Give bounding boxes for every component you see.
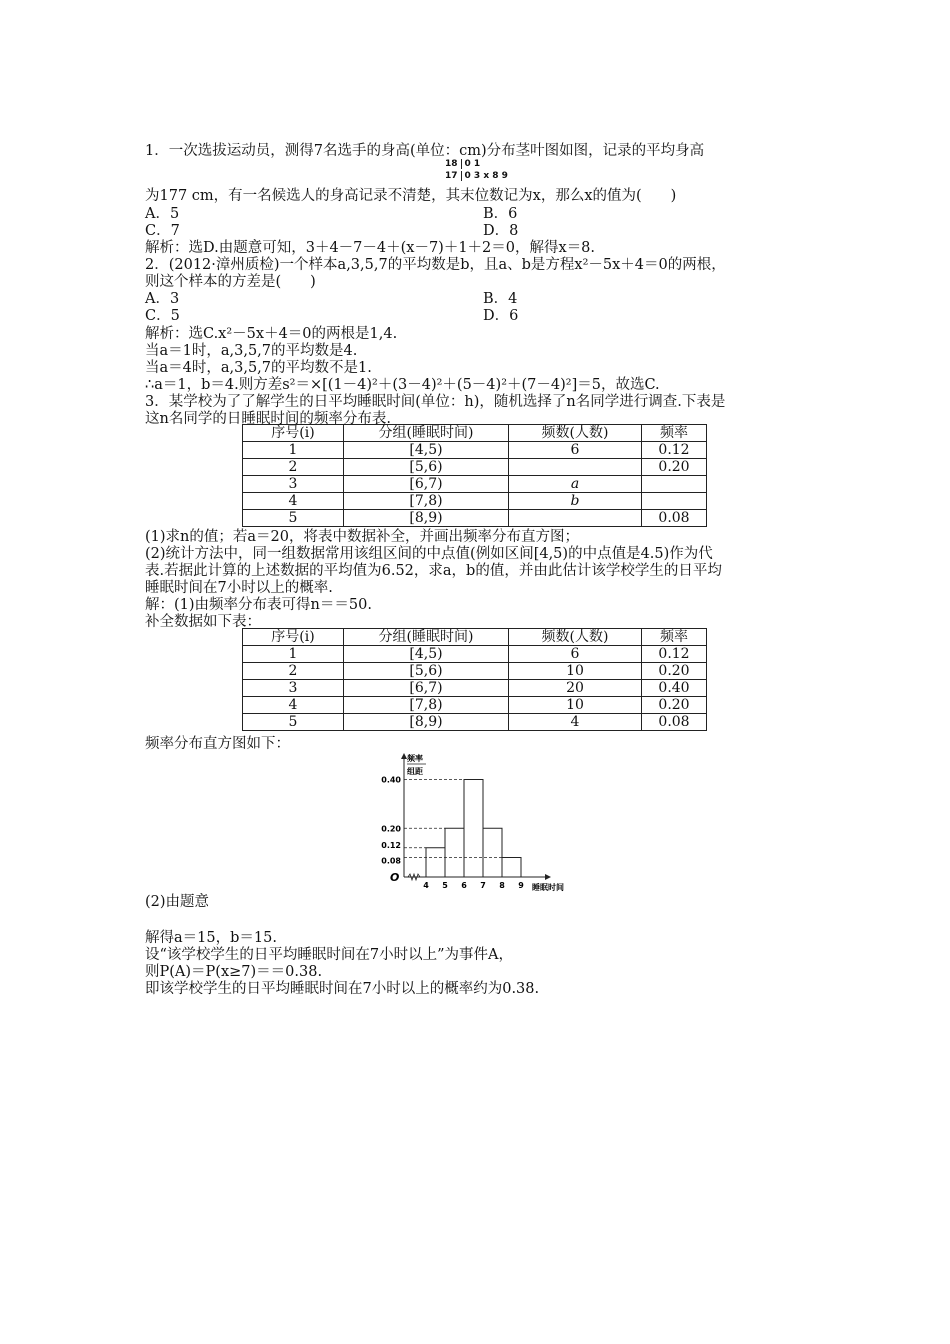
cell: 20 <box>509 680 642 697</box>
cell: 0.40 <box>642 680 707 697</box>
q3-answer-7: 则P(A)＝P(x≥7)＝＝0.38. <box>145 964 323 980</box>
table-row <box>243 476 707 493</box>
y-tick-label: 0.12 <box>381 840 401 850</box>
q2-option-c: C．5 <box>145 308 180 324</box>
cell: 1 <box>243 442 344 459</box>
table-row <box>243 510 707 527</box>
stem-17: 17 <box>445 171 458 181</box>
q3-line2: 这n名同学的日睡眠时间的频率分布表. <box>145 411 391 427</box>
q3-answer-3: 频率分布直方图如下： <box>145 736 290 752</box>
table-row <box>243 459 707 476</box>
q1-line2: 为177 cm，有一名候选人的身高记录不清楚，其末位数记为x，那么x的值为( ) <box>145 188 677 204</box>
cell: [6,7) <box>344 476 509 493</box>
cell: 3 <box>243 680 344 697</box>
cell: 0.12 <box>642 646 707 663</box>
table-row <box>243 493 707 510</box>
table-row <box>243 714 707 731</box>
cell: 0.20 <box>642 663 707 680</box>
q3-answer-6: 设“该学校学生的日平均睡眠时间在7小时以上”为事件A， <box>145 947 514 963</box>
cell: b <box>509 493 642 510</box>
cell: 4 <box>243 493 344 510</box>
q2-option-b: B．4 <box>483 291 518 307</box>
q3-part2-line2: 表.若据此计算的上述数据的平均值为6.52，求a，b的值，并由此估计该学校学生的日平均 <box>145 563 722 579</box>
q3-line1: 3．某学校为了了解学生的日平均睡眠时间(单位：h)，随机选择了n名同学进行调查.下表是 <box>145 394 726 410</box>
q3-answer-8: 即该学校学生的日平均睡眠时间在7小时以上的概率约为0.38. <box>145 981 540 997</box>
q2-solution-1: 解析：选C.x²－5x＋4＝0的两根是1,4. <box>145 326 398 342</box>
cell: a <box>509 476 642 493</box>
stem-leaf-row2 <box>445 171 508 182</box>
q2-option-a: A．3 <box>145 291 180 307</box>
histogram-bar-5 <box>502 858 521 878</box>
x-tick-label: 8 <box>499 881 505 890</box>
q3-part2-line1: (2)统计方法中，同一组数据常用该组区间的中点值(例如区间[4,5)的中点值是4.5)作为代 <box>145 546 713 562</box>
cell: 0.20 <box>642 459 707 476</box>
histogram-bar-2 <box>445 828 464 877</box>
cell: 4 <box>243 697 344 714</box>
frequency-table-2 <box>242 628 707 731</box>
table-row <box>243 663 707 680</box>
header-group: 分组(睡眠时间) <box>344 629 509 646</box>
cell: 4 <box>509 714 642 731</box>
cell: 6 <box>509 442 642 459</box>
q1-option-d: D．8 <box>483 223 519 239</box>
histogram-bar-3 <box>464 780 483 878</box>
cell: 2 <box>243 663 344 680</box>
y-label-bottom: 组距 <box>407 767 423 776</box>
cell: [5,6) <box>344 459 509 476</box>
cell: 10 <box>509 697 642 714</box>
leaf-18: 0 1 <box>464 159 481 169</box>
cell: 5 <box>243 714 344 731</box>
q3-part2-line3: 睡眠时间在7小时以上的概率. <box>145 580 333 596</box>
x-tick-label: 6 <box>461 881 467 890</box>
origin-label: O <box>390 871 400 884</box>
q1-option-c: C．7 <box>145 223 180 239</box>
frequency-table-1 <box>242 424 707 527</box>
y-label-top: 频率 <box>407 754 423 763</box>
table-row <box>243 442 707 459</box>
cell: 3 <box>243 476 344 493</box>
q2-solution-2: 当a＝1时，a,3,5,7的平均数是4. <box>145 343 358 359</box>
table-row <box>243 646 707 663</box>
q3-part1: (1)求n的值；若a＝20，将表中数据补全，并画出频率分布直方图； <box>145 529 579 545</box>
q2-line2: 则这个样本的方差是( ) <box>145 274 316 290</box>
header-frequency: 频率 <box>642 425 707 442</box>
y-tick-label: 0.20 <box>381 824 401 834</box>
x-tick-label: 9 <box>518 881 524 890</box>
cell <box>642 493 707 510</box>
q2-line1: 2．(2012·漳州质检)一个样本a,3,5,7的平均数是b，且a、b是方程x²－5x＋4＝0的两根， <box>145 257 726 273</box>
cell: 6 <box>509 646 642 663</box>
header-group: 分组(睡眠时间) <box>344 425 509 442</box>
q1-solution: 解析：选D.由题意可知，3＋4－7－4＋(x－7)＋1＋2＝0，解得x＝8. <box>145 240 596 256</box>
cell: [7,8) <box>344 697 509 714</box>
q2-option-d: D．6 <box>483 308 519 324</box>
q2-solution-3: 当a＝4时，a,3,5,7的平均数不是1. <box>145 360 372 376</box>
cell: 0.08 <box>642 510 707 527</box>
cell: 10 <box>509 663 642 680</box>
q2-solution-4: ∴a＝1，b＝4.则方差s²＝×[(1－4)²＋(3－4)²＋(5－4)²＋(7－4)²]＝5，故选C. <box>145 377 660 393</box>
q1-option-a: A．5 <box>145 206 180 222</box>
q3-answer-5: 解得a＝15，b＝15. <box>145 930 277 946</box>
table-row <box>243 697 707 714</box>
x-tick-label: 4 <box>423 881 429 890</box>
cell: 1 <box>243 646 344 663</box>
cell: [8,9) <box>344 714 509 731</box>
y-tick-label: 0.08 <box>381 856 401 866</box>
table-header-row <box>243 425 707 442</box>
table-header-row <box>243 629 707 646</box>
q3-answer-4: (2)由题意 <box>145 894 210 910</box>
cell <box>509 510 642 527</box>
cell <box>509 459 642 476</box>
cell: 2 <box>243 459 344 476</box>
cell: [8,9) <box>344 510 509 527</box>
header-index: 序号(i) <box>243 629 344 646</box>
frequency-histogram <box>370 750 590 895</box>
histogram-bar-4 <box>483 828 502 877</box>
header-index: 序号(i) <box>243 425 344 442</box>
q1-option-b: B．6 <box>483 206 518 222</box>
header-count: 频数(人数) <box>509 629 642 646</box>
cell: [4,5) <box>344 646 509 663</box>
cell: 0.08 <box>642 714 707 731</box>
cell: 0.20 <box>642 697 707 714</box>
header-count: 频数(人数) <box>509 425 642 442</box>
q3-answer-2: 补全数据如下表： <box>145 614 261 630</box>
y-tick-label: 0.40 <box>381 775 401 785</box>
header-frequency: 频率 <box>642 629 707 646</box>
cell: [6,7) <box>344 680 509 697</box>
leaf-17: 0 3 x 8 9 <box>464 171 508 181</box>
cell: 5 <box>243 510 344 527</box>
stem-leaf-row1 <box>445 159 480 170</box>
cell: 0.12 <box>642 442 707 459</box>
cell: [5,6) <box>344 663 509 680</box>
histogram-bar-1 <box>426 848 445 877</box>
cell: [7,8) <box>344 493 509 510</box>
cell <box>642 476 707 493</box>
cell: [4,5) <box>344 442 509 459</box>
x-tick-label: 5 <box>442 881 448 890</box>
stem-18: 18 <box>445 159 458 169</box>
q3-answer-1: 解：(1)由频率分布表可得n＝＝50. <box>145 597 372 613</box>
x-axis-label: 睡眠时间 <box>532 883 564 892</box>
x-tick-label: 7 <box>480 881 486 890</box>
table-row <box>243 680 707 697</box>
q1-line1: 1．一次选拔运动员，测得7名选手的身高(单位：cm)分布茎叶图如图，记录的平均身高 <box>145 143 705 159</box>
